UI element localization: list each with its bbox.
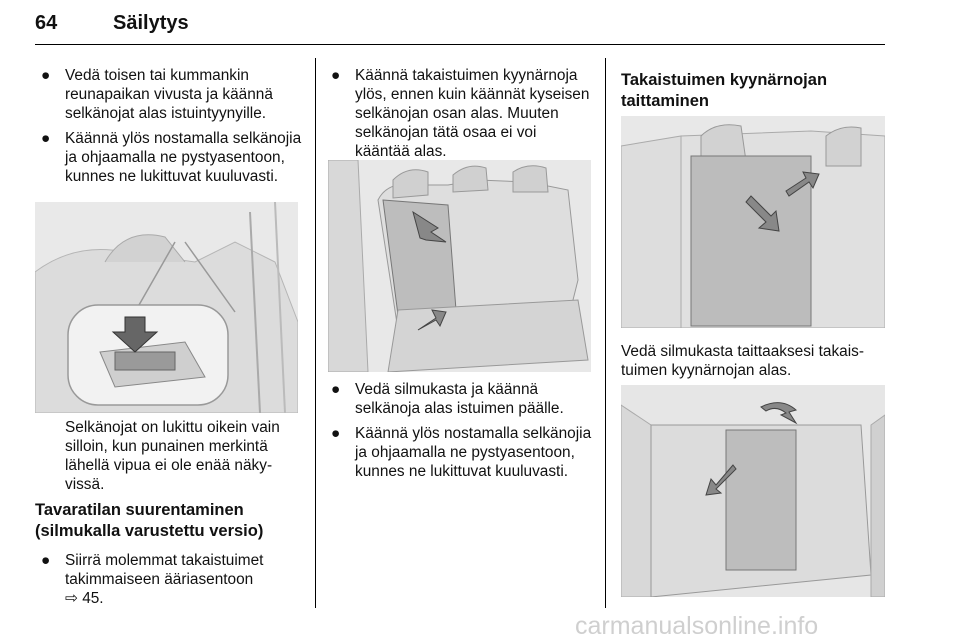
list-item: ● Käännä ylös nostamalla selkänojia ja ohjaamalla ne pystyasentoon, kunnes ne lukittuvat kuuluvasti.: [41, 130, 302, 185]
page-header: [35, 12, 189, 35]
header-rule: [35, 44, 885, 45]
cargo-area-illustration: [621, 385, 885, 597]
seat-lever-illustration: [35, 202, 298, 413]
list-item: ● Vedä toisen tai kummankin reunapaikan vivusta ja käännä selkänojat alas istuintyynyille.: [41, 67, 273, 122]
rear-seat-fold-illustration: [328, 160, 591, 372]
list-item: ● Siirrä molemmat takaistuimet takimmaiseen ääriasentoon ⇨ 45.: [41, 552, 264, 607]
section-heading: Tavaratilan suurentaminen (silmukalla varustettu versio): [35, 501, 264, 540]
page-reference: 45.: [82, 590, 104, 607]
instruction-text: Vedä silmukasta taittaaksesi takaistuimen kyynärnojan alas.: [621, 343, 864, 379]
column-1: [35, 66, 305, 192]
caption-block: [65, 418, 305, 494]
section-enlarge: [35, 500, 305, 614]
page-title: Säilytys: [113, 12, 189, 34]
section-heading: Takaistuimen kyynärnojan taittaminen: [621, 71, 828, 110]
caption: Selkänojat on lukittu oikein vain silloin, kun punainen merkintä lähellä vipua ei ole enää näkyvissä.: [65, 419, 280, 493]
page-number: 64: [35, 12, 58, 34]
column-divider-2: [605, 58, 606, 608]
armrest-illustration: [621, 116, 885, 328]
list-item: ● Käännä takaistuimen kyynärnoja ylös, ennen kuin käännät kyseisen selkänojan osan alas. Muuten selkänojan tätä osaa ei voi kääntää alas.: [331, 67, 590, 160]
watermark: carmanualsonline.info: [575, 612, 819, 640]
list-item: ● Käännä ylös nostamalla selkänojia ja ohjaamalla ne pystyasentoon, kunnes ne lukittuvat kuuluvasti.: [331, 425, 592, 480]
column-2-bottom: [325, 380, 595, 487]
arrow-reference-icon: ⇨: [65, 590, 78, 607]
section-armrest: [621, 70, 885, 112]
column-divider-1: [315, 58, 316, 608]
list-item: ● Vedä silmukasta ja käännä selkänoja alas istuimen päälle.: [331, 381, 564, 417]
column-2-top: [325, 66, 595, 167]
armrest-text: [621, 342, 885, 380]
